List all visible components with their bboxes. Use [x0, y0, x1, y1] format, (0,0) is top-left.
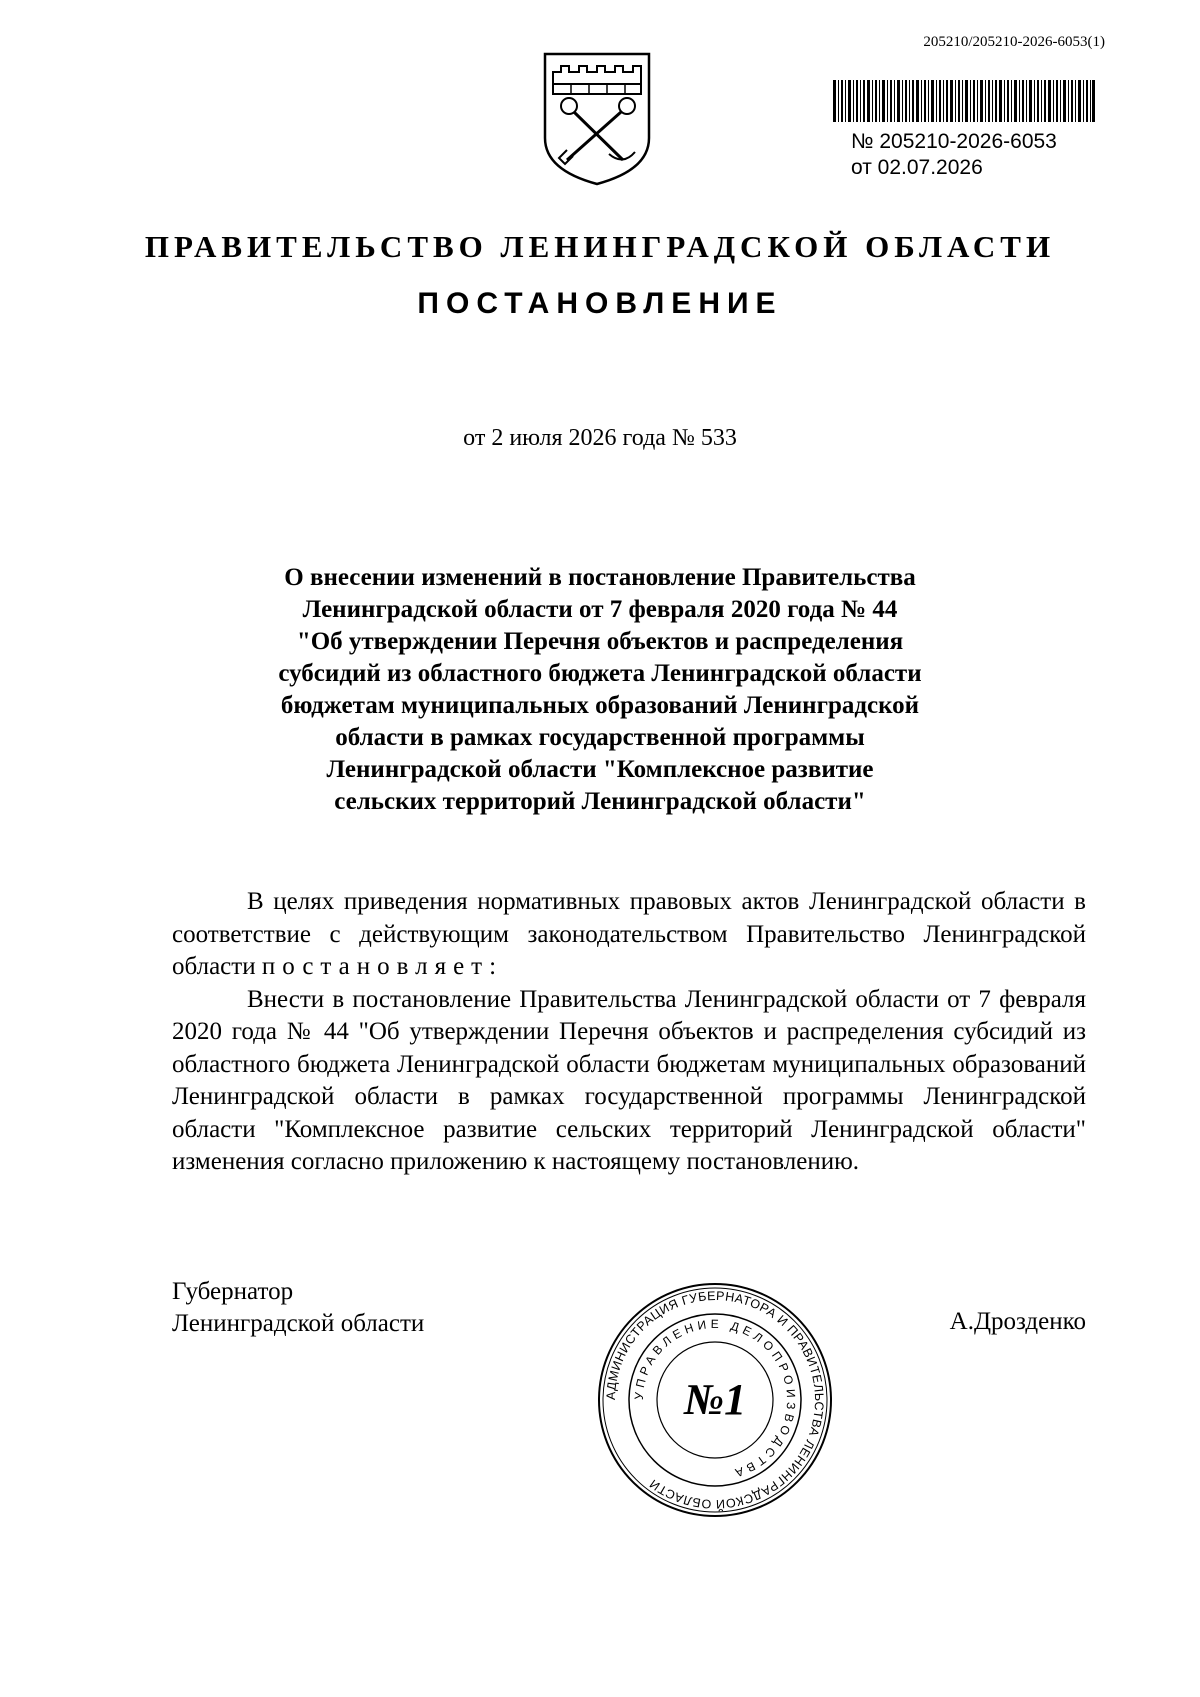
signer-title-line: Губернатор	[172, 1278, 294, 1305]
document-type: ПОСТАНОВЛЕНИЕ	[417, 287, 783, 320]
document-id: 205210/205210-2026-6053(1)	[923, 34, 1105, 50]
official-seal	[595, 1280, 835, 1520]
body-paragraph-preamble	[172, 886, 1086, 984]
resolves-word: постановляет:	[261, 953, 504, 980]
subject-line: О внесении изменений в постановление Правительства	[284, 564, 916, 591]
document-date-number: от 2 июля 2026 года № 533	[463, 425, 737, 451]
seal-number: №1	[683, 1375, 747, 1424]
subject-line: субсидий из областного бюджета Ленинградской области	[278, 660, 922, 687]
seal-inner-text: УПРАВЛЕНИЕ ДЕЛОПРОИЗВОДСТВА	[631, 1316, 799, 1482]
government-title: ПРАВИТЕЛЬСТВО ЛЕНИНГРАДСКОЙ ОБЛАСТИ	[144, 229, 1056, 264]
subject-line: бюджетам муниципальных образований Ленинградской	[280, 692, 920, 719]
signer-title	[172, 1276, 424, 1340]
subject-line: Ленинградской области "Комплексное развитие	[326, 756, 874, 783]
document-subject	[170, 562, 1030, 818]
signer-name: А.Дрозденко	[949, 1308, 1086, 1335]
coat-of-arms-icon	[541, 50, 653, 186]
body-paragraph-resolution: Внести в постановление Правительства Ленинградской области от 7 февраля 2020 года № 44 "Об утверждении Перечня объектов и распределения субсидий из областного бюджета Ленинградской области бюджетам муниципальных образований Ленинградской области в рамках государственной программы Ленинградской области "Комплексное развитие сельских территорий Ленинградской области" изменения согласно приложению к настоящему постановлению.	[172, 985, 1086, 1175]
subject-line: Ленинградской области от 7 февраля 2020 года № 44	[302, 596, 898, 623]
subject-line: области в рамках государственной программы	[335, 724, 865, 751]
signer-title-line: Ленинградской области	[172, 1310, 425, 1337]
preamble-text: В целях приведения нормативных правовых актов Ленинградской области в соответствие с действующим законодательством Правительство Ленинградской области	[172, 888, 1086, 980]
seal-outer-text: АДМИНИСТРАЦИЯ ГУБЕРНАТОРА И ПРАВИТЕЛЬСТВА ЛЕНИНГРАДСКОЙ ОБЛАСТИ	[603, 1288, 827, 1512]
registration-date: от 02.07.2026	[851, 156, 983, 179]
subject-line: сельских территорий Ленинградской области"	[334, 788, 866, 815]
subject-line: "Об утверждении Перечня объектов и распределения	[296, 628, 904, 655]
barcode	[833, 80, 1095, 122]
registration-number: № 205210-2026-6053	[851, 130, 1057, 153]
document-body	[172, 886, 1086, 1179]
